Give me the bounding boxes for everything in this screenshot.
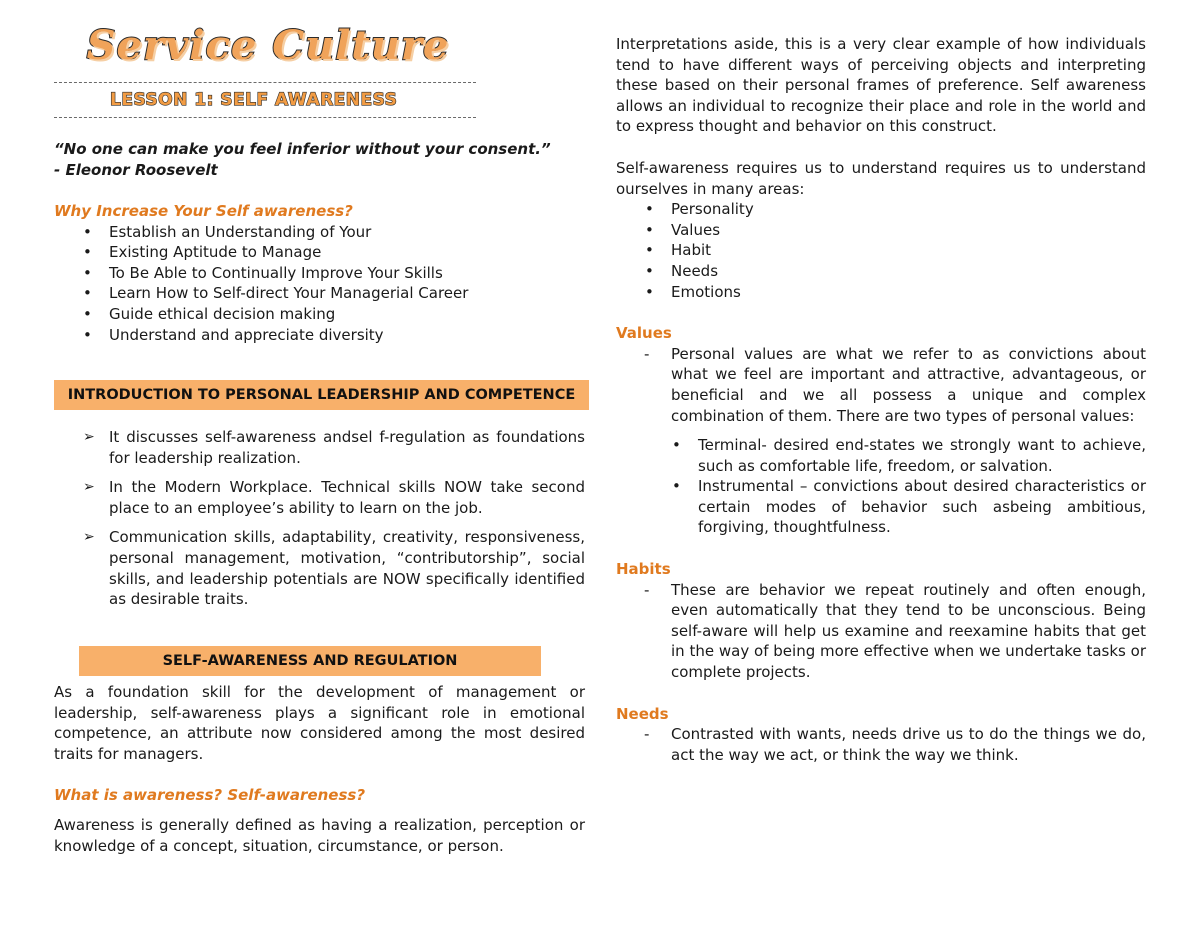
arrow-bullet-icon: ➢ [83, 479, 95, 496]
list-item: • Learn How to Self-direct Your Managerial Career [54, 283, 585, 304]
habits-heading: Habits [616, 560, 671, 579]
requires-paragraph: Self-awareness requires us to understand requires us to understand ourselves in many areas: [616, 158, 1146, 198]
title-logo [64, 22, 472, 80]
right-column [616, 34, 1146, 765]
awareness-definition: Awareness is generally defined as having a realization, perception or knowledge of a concept, situation, circumstance, or person. [54, 815, 585, 855]
value-types-list [616, 435, 1146, 538]
quote-text: “No one can make you feel inferior without your consent.” [54, 140, 551, 158]
list-item-text: In the Modern Workplace. Technical skills NOW take second place to an employee’s ability to learn on the job. [109, 478, 585, 517]
list-item-text: It discusses self-awareness andsel f-regulation as foundations for leadership realization. [109, 428, 585, 467]
list-item: - Personal values are what we refer to as convictions about what we feel are important and attractive, advantageous, or beneficial and we all possess a unique and complex combination of them. There are two types of personal values: [616, 344, 1146, 426]
list-item [54, 427, 585, 468]
regulation-paragraph: As a foundation skill for the development of management or leadership, self-awareness plays a significant role in emotional competence, an attribute now considered among the most desired traits for managers. [54, 683, 585, 763]
regulation-section [54, 682, 585, 856]
why-section [54, 201, 585, 345]
why-heading: Why Increase Your Self awareness? [54, 202, 353, 220]
needs-list [616, 724, 1146, 765]
list-item: • Understand and appreciate diversity [54, 325, 585, 346]
divider-top [54, 82, 476, 83]
list-item: • Guide ethical decision making [54, 304, 585, 325]
divider-bottom [54, 117, 476, 118]
interpretations-paragraph: Interpretations aside, this is a very clear example of how individuals tend to have different ways of perceiving objects and interpreting these based on their personal frames of preference. Self awareness allows an individual to recognize their place and role in the world and to express thought and behavior on this construct. [616, 35, 1146, 136]
page-title: Service Culture [86, 22, 450, 69]
list-item: - These are behavior we repeat routinely and often enough, even automatically that they tend to be unconscious. Being self-aware will help us examine and reexamine habits that get in the way of being more effective when we undertake tasks or complete projects. [616, 580, 1146, 683]
arrow-bullet-icon: ➢ [83, 529, 95, 546]
list-item: • Emotions [616, 282, 1146, 303]
list-item [54, 477, 585, 518]
values-heading: Values [616, 324, 672, 343]
why-list [54, 222, 585, 346]
list-item: • Instrumental – convictions about desired characteristics or certain modes of behavior such asbeing ambitious, forgiving, thoughtfulness. [616, 476, 1146, 538]
intro-section [54, 427, 585, 619]
needs-heading: Needs [616, 704, 669, 723]
list-item [54, 527, 585, 609]
awareness-heading: What is awareness? Self-awareness? [54, 786, 366, 805]
list-item: • Existing Aptitude to Manage [54, 242, 585, 263]
list-item: • Values [616, 220, 1146, 241]
values-list [616, 344, 1146, 426]
intro-list [54, 427, 585, 610]
list-item: • To Be Able to Continually Improve Your Skills [54, 263, 585, 284]
intro-banner: INTRODUCTION TO PERSONAL LEADERSHIP AND COMPETENCE [54, 380, 589, 410]
list-item: • Habit [616, 240, 1146, 261]
list-item-text: Communication skills, adaptability, creativity, responsiveness, personal management, motivation, “contributorship”, social skills, and leadership potentials are NOW specifically identified as desirable traits. [109, 528, 585, 609]
areas-list [616, 199, 1146, 302]
list-item: • Needs [616, 261, 1146, 282]
quote-block [54, 139, 551, 180]
habits-list [616, 580, 1146, 683]
list-item: • Personality [616, 199, 1146, 220]
list-item: • Terminal- desired end-states we strongly want to achieve, such as comfortable life, freedom, or salvation. [616, 435, 1146, 476]
list-item: - Contrasted with wants, needs drive us to do the things we do, act the way we act, or think the way we think. [616, 724, 1146, 765]
lesson-title: LESSON 1: SELF AWARENESS [110, 90, 398, 110]
list-item: • Establish an Understanding of Your [54, 222, 585, 243]
quote-author: - Eleonor Roosevelt [54, 160, 218, 179]
arrow-bullet-icon: ➢ [83, 429, 95, 445]
regulation-banner: SELF-AWARENESS AND REGULATION [79, 646, 541, 676]
